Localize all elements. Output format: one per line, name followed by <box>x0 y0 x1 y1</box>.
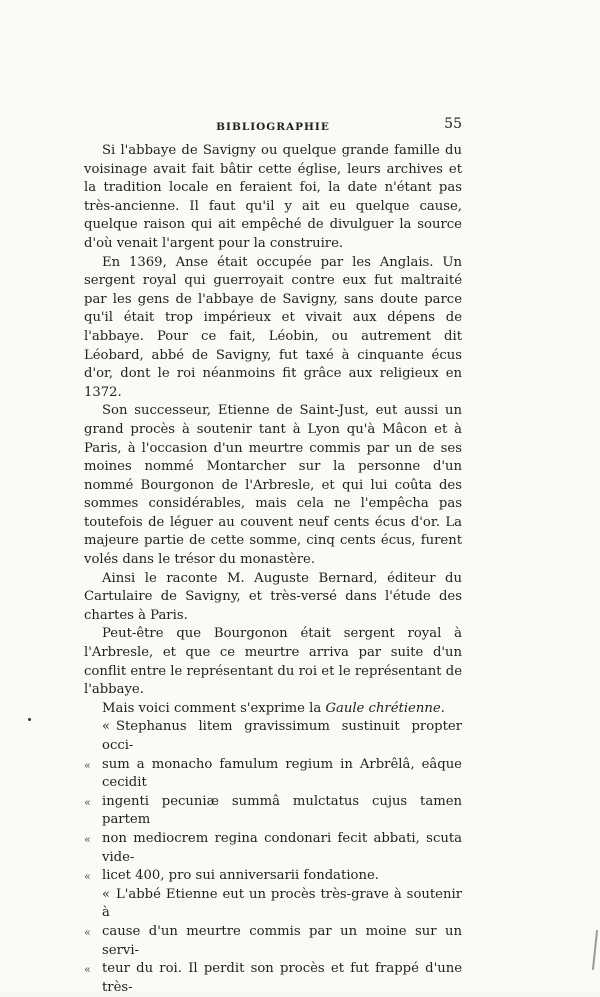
quote-mark: « <box>84 963 91 977</box>
page-header <box>84 118 462 138</box>
quote-line <box>84 960 462 997</box>
quote-mark: « <box>84 925 91 939</box>
latin-quote <box>84 718 462 885</box>
quote-mark: « <box>102 719 110 735</box>
paragraph-2: En 1369, Anse était occupée par les Anglais. Un sergent royal qui guerroyait contre eux fut maltraité par les gens de l'abbaye de Savigny, sans doute parce qu'il était trop impérieux et vivait aux dépens de l'abbaye. Pour ce fait, Léobin, ou autrement dit Léobard, abbé de Savigny, fut taxé à cinquante écus d'or, dont le roi néanmoins fit grâce aux religieux en 1372. <box>84 254 462 400</box>
quote-text: ingenti pecuniæ summâ mulctatus cujus tamen partem <box>102 793 462 828</box>
gaule-intro-paragraph <box>84 700 462 719</box>
gaule-intro-text: Mais voici comment s'exprime la <box>102 700 326 716</box>
quote-mark: « <box>84 758 91 772</box>
quote-mark: « <box>102 886 110 902</box>
quote-line <box>84 923 462 960</box>
quote-text: teur du roi. Il perdit son procès et fut frappé d'une très- <box>102 961 462 995</box>
quote-text: L'abbé Etienne eut un procès très-grave à soutenir à <box>102 886 462 921</box>
quote-text: licet 400, pro sui anniversarii fondatione. <box>102 868 379 884</box>
paragraph-4: Ainsi le raconte M. Auguste Bernard, éditeur du Cartulaire de Savigny, et très-versé dans l'étude des chartes à Paris. <box>84 570 462 623</box>
quote-mark: « <box>84 795 91 809</box>
running-head: BIBLIOGRAPHIE <box>216 121 330 133</box>
body-text <box>84 142 462 997</box>
margin-mark <box>592 930 598 970</box>
quote-text: Stephanus litem gravissimum sustinuit propter occi- <box>102 719 462 753</box>
quote-text: non mediocrem regina condonari fecit abbati, scuta vide- <box>102 830 462 865</box>
quote-mark: « <box>84 870 91 884</box>
french-quote <box>84 886 462 997</box>
quote-line <box>84 793 462 830</box>
paragraph-3: Son successeur, Etienne de Saint-Just, eut aussi un grand procès à soutenir tant à Lyon qu'à Mâcon et à Paris, à l'occasion d'un meurtre commis par un de ses moines nommé Montarcher sur la personne d'un nommé Bourgonon de l'Arbresle, et qui lui coûta des sommes considérables, mais cela ne l'empêcha pas toutefois de léguer au couvent neuf cents écus d'or. La majeure partie de cette somme, cinq cents écus, furent volés dans le trésor du monastère. <box>84 403 462 568</box>
quote-line <box>84 886 462 923</box>
ink-speck <box>28 718 31 721</box>
quote-text: sum a monacho famulum regium in Arbrêlâ, eâque cecidit <box>102 756 462 791</box>
page-number: 55 <box>444 116 462 132</box>
quote-line <box>84 830 462 867</box>
quote-line <box>84 867 462 886</box>
gaule-title: Gaule chrétienne. <box>325 700 445 716</box>
quote-line <box>84 718 462 755</box>
quote-mark: « <box>84 832 91 846</box>
quote-line <box>84 756 462 793</box>
quote-text: cause d'un meurtre commis par un moine sur un servi- <box>102 923 462 958</box>
paragraph-1: Si l'abbaye de Savigny ou quelque grande famille du voisinage avait fait bâtir cette église, leurs archives et la tradition locale en feraient foi, la date n'étant pas très-ancienne. Il faut qu'il y ait eu quelque cause, quelque raison qui ait empêché de divulguer la source d'où venait l'argent pour la construire. <box>84 143 462 251</box>
paragraph-5: Peut-être que Bourgonon était sergent royal à l'Arbresle, et que ce meurtre arriva par suite d'un conflit entre le représentant du roi et le représentant de l'abbaye. <box>84 626 462 698</box>
